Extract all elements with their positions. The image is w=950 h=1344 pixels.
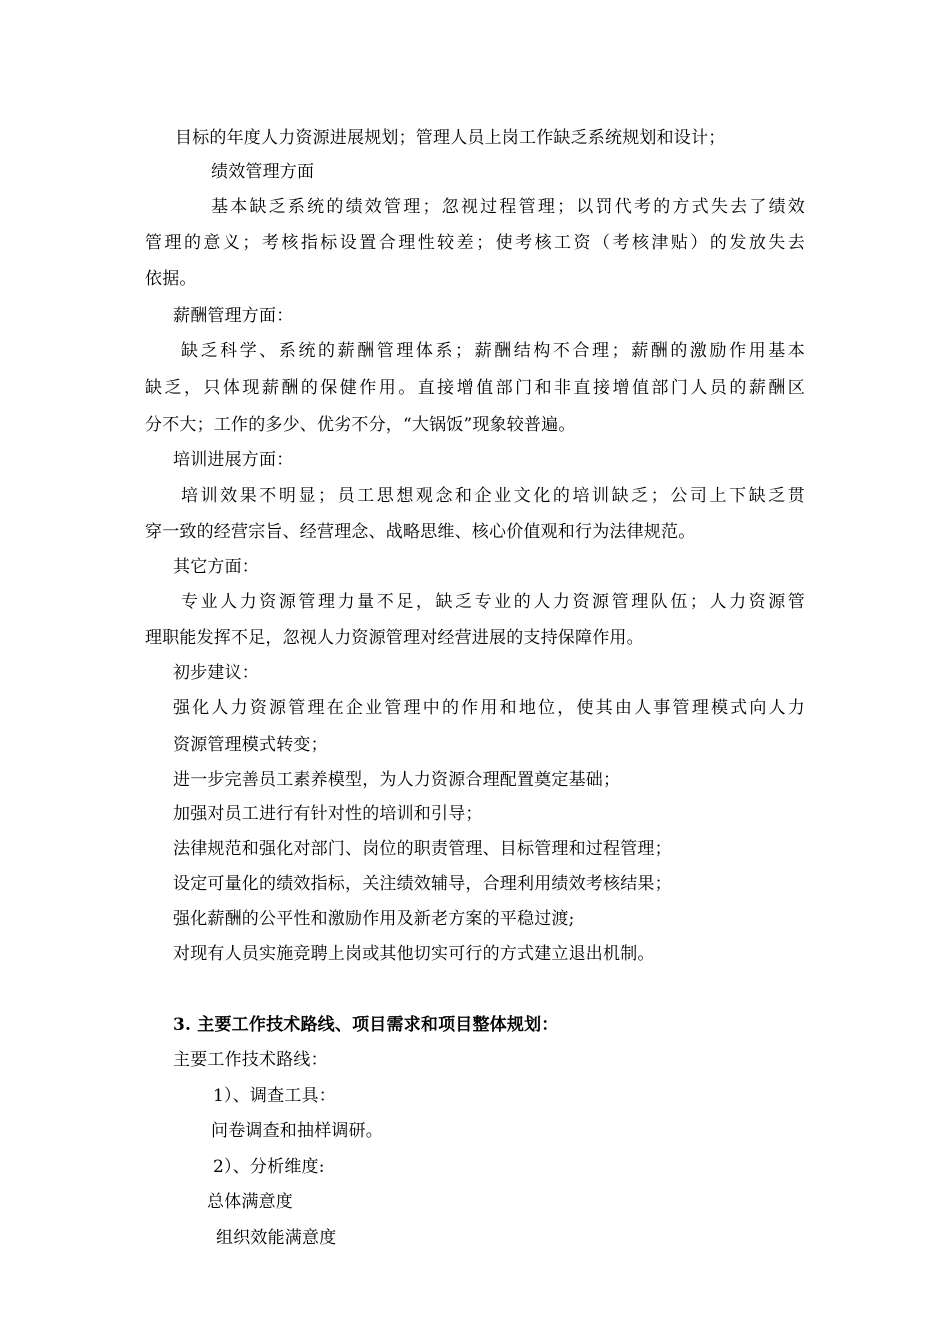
subheading-technical-route: 主要工作技术路线：	[173, 1050, 328, 1070]
numbered-item: 2）、分析维度:	[213, 1157, 325, 1177]
text-line: 管理的意义；考核指标设置合理性较差；使考核工资（考核津贴）的发放失去	[145, 233, 805, 253]
text-line: 穿一致的经营宗旨、经营理念、战略思维、核心价值观和行为法律规范。	[145, 522, 696, 542]
list-item: 设定可量化的绩效指标，关注绩效辅导，合理利用绩效考核结果；	[173, 874, 672, 894]
text-line: 理职能发挥不足，忽视人力资源管理对经营进展的支持保障作用。	[145, 628, 644, 648]
text-line: 目标的年度人力资源进展规划；管理人员上岗工作缺乏系统规划和设计；	[175, 128, 726, 148]
text-line: 专业人力资源管理力量不足，缺乏专业的人力资源管理队伍；人力资源管	[181, 592, 805, 612]
list-item: 强化人力资源管理在企业管理中的作用和地位，使其由人事管理模式向人力	[173, 698, 805, 718]
section-heading-suggestions: 初步建议：	[173, 663, 259, 683]
text-line: 缺乏科学、系统的薪酬管理体系；薪酬结构不合理；薪酬的激励作用基本	[181, 341, 805, 361]
section-heading-3: 3. 主要工作技术路线、项目需求和项目整体规划：	[173, 1015, 559, 1035]
text-line: 依据。	[145, 269, 197, 289]
list-item: 强化薪酬的公平性和激励作用及新老方案的平稳过渡;	[173, 909, 575, 929]
text-line: 培训效果不明显；员工思想观念和企业文化的培训缺乏；公司上下缺乏贯	[181, 486, 805, 506]
section-heading-compensation: 薪酬管理方面：	[173, 306, 294, 326]
list-item: 法律规范和强化对部门、岗位的职责管理、目标管理和过程管理；	[173, 839, 672, 859]
list-item: 加强对员工进行有针对性的培训和引导；	[173, 804, 483, 824]
text-line: 组织效能满意度	[216, 1228, 337, 1248]
text-line: 问卷调查和抽样调研。	[211, 1121, 383, 1141]
numbered-item: 1）、调查工具：	[213, 1086, 336, 1106]
section-heading-training: 培训进展方面：	[173, 450, 294, 470]
text-line: 分不大；工作的多少、优劣不分，“大锅饭”现象较普遍。	[145, 415, 576, 435]
section-heading-other: 其它方面：	[173, 557, 259, 577]
list-item: 对现有人员实施竞聘上岗或其他切实可行的方式建立退出机制。	[173, 944, 655, 964]
text-line: 基本缺乏系统的绩效管理；忽视过程管理；以罚代考的方式失去了绩效	[211, 197, 805, 217]
list-item: 资源管理模式转变；	[173, 735, 328, 755]
text-line: 总体满意度	[207, 1192, 293, 1212]
list-item: 进一步完善员工素养模型，为人力资源合理配置奠定基础；	[173, 770, 621, 790]
text-line: 缺乏，只体现薪酬的保健作用。直接增值部门和非直接增值部门人员的薪酬区	[145, 378, 805, 398]
section-heading-performance: 绩效管理方面	[211, 162, 315, 182]
